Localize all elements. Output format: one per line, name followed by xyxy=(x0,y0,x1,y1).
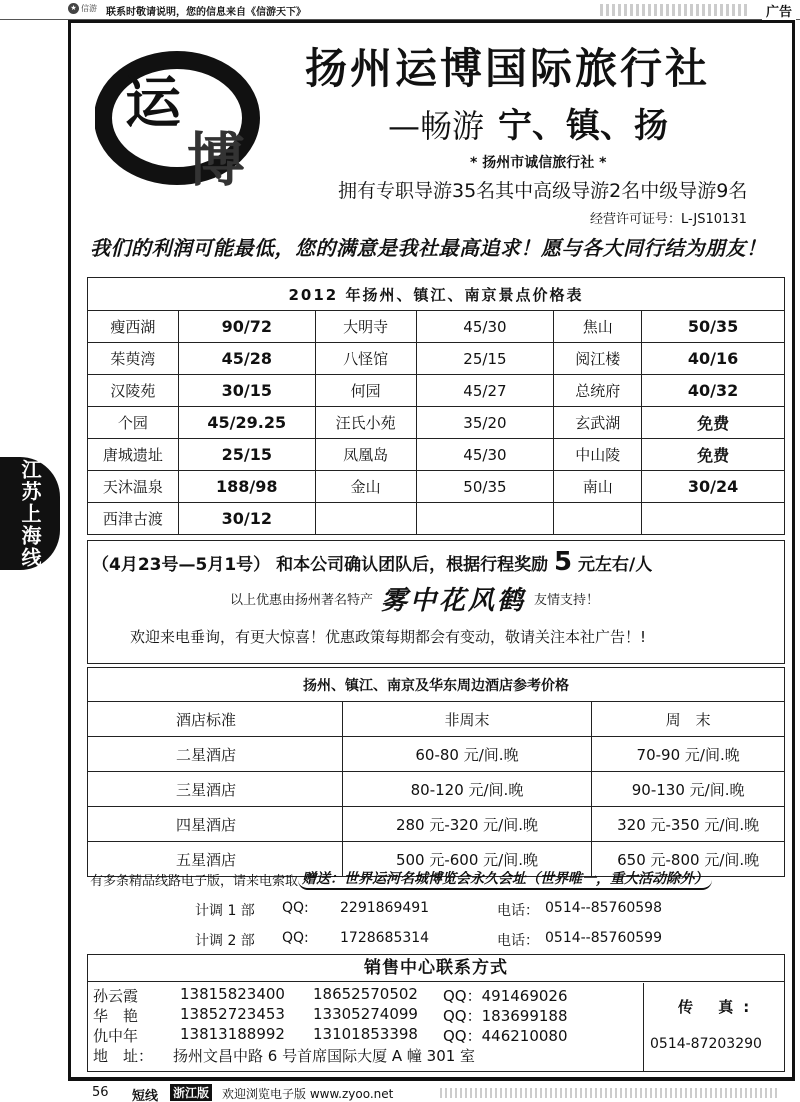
attraction-name: 凤凰岛 xyxy=(315,439,416,471)
footer-edition: 浙江版 xyxy=(170,1084,212,1101)
table-row xyxy=(88,311,785,343)
attraction-name: 南山 xyxy=(554,471,642,503)
sales-name: 华 艳 xyxy=(93,1007,139,1025)
attraction-name: 总统府 xyxy=(554,375,642,407)
hotel-weekend-price: 70-90 元/间.晚 xyxy=(592,737,785,772)
logo-char-1: 运 xyxy=(125,70,181,136)
license-number: 经营许可证号：L-JS10131 xyxy=(590,212,747,227)
routes-gift: 赠送：世界运河名城博览会永久会址（世界唯一，重大活动除外） xyxy=(298,868,712,890)
sales-m1[interactable]: 13813188992 xyxy=(180,1025,285,1043)
dept-2-tel-label: 电话： xyxy=(497,933,539,949)
hotel-table-title: 扬州、镇江、南京及华东周边酒店参考价格 xyxy=(88,668,785,702)
address-text: 扬州文昌中路 6 号首席国际大厦 A 幢 301 室 xyxy=(173,1047,476,1065)
dept-2-qq-label: QQ: xyxy=(282,930,309,946)
attraction-price: 免费 xyxy=(642,407,785,439)
address-label: 地 址： xyxy=(93,1047,154,1065)
attraction-price-table xyxy=(87,277,785,535)
attraction-price: 30/24 xyxy=(642,471,785,503)
sales-m1[interactable]: 13815823400 xyxy=(180,985,285,1003)
attraction-name: 茱萸湾 xyxy=(88,343,179,375)
attraction-name: 何园 xyxy=(315,375,416,407)
logo-char-2: 博 xyxy=(187,126,246,190)
promo-sponsor xyxy=(230,580,599,617)
sales-m2[interactable]: 13305274099 xyxy=(313,1005,418,1023)
attraction-price: 40/16 xyxy=(642,343,785,375)
attraction-price: 25/15 xyxy=(178,439,315,471)
hotel-standard: 二星酒店 xyxy=(88,737,343,772)
hotel-weekday-price: 80-120 元/间.晚 xyxy=(342,772,592,807)
subtitle-places: 宁、镇、扬 xyxy=(498,106,669,146)
attraction-price: 45/27 xyxy=(416,375,554,407)
dept-1-name: 计调 1 部 xyxy=(195,903,255,919)
alternate-agency-name: * 扬州市诚信旅行社 * xyxy=(470,155,607,171)
sponsor-pre: 以上优惠由扬州著名特产 xyxy=(230,593,374,608)
sales-m2[interactable]: 18652570502 xyxy=(313,985,418,1003)
table-title-row xyxy=(88,278,785,311)
table-row xyxy=(88,737,785,772)
region-tab-line-3: 线 xyxy=(18,546,42,569)
sales-name: 孙云霞 xyxy=(93,987,139,1005)
attraction-price: 45/28 xyxy=(178,343,315,375)
sales-name: 仇中年 xyxy=(93,1027,139,1045)
hotel-weekend-price: 90-130 元/间.晚 xyxy=(592,772,785,807)
source-note: 联系时敬请说明，您的信息来自《信游天下》 xyxy=(106,7,306,18)
attraction-price: 90/72 xyxy=(178,311,315,343)
attraction-name: 天沐温泉 xyxy=(88,471,179,503)
welcome-note: 欢迎来电垂询，有更大惊喜！优惠政策每期都会有变动，敬请关注本社广告！! xyxy=(130,628,647,646)
fax-label: 传 真: xyxy=(678,998,760,1016)
sales-qq[interactable]: QQ：183699188 xyxy=(443,1007,568,1025)
decorative-dots xyxy=(600,4,750,16)
price-table-title: 2012 年扬州、镇江、南京景点价格表 xyxy=(88,278,785,311)
promo-offer xyxy=(92,547,652,577)
table-row xyxy=(88,772,785,807)
region-tab-line-1: 江苏 xyxy=(18,458,42,503)
slogan: 我们的利润可能最低，您的满意是我社最高追求！愿与各大同行结为朋友！ xyxy=(90,236,767,260)
company-title: 扬州运博国际旅行社 xyxy=(305,44,711,93)
footer-section: 短线 xyxy=(132,1089,159,1102)
sales-qq[interactable]: QQ：491469026 xyxy=(443,987,568,1005)
attraction-name: 个园 xyxy=(88,407,179,439)
dept-2-qq[interactable]: 1728685314 xyxy=(340,930,430,946)
attraction-name: 八怪馆 xyxy=(315,343,416,375)
promo-dates: （4月23号—5月1号） xyxy=(92,555,271,575)
guide-count: 拥有专职导游35名其中高级导游2名中级导游9名 xyxy=(338,180,748,202)
table-row xyxy=(88,375,785,407)
attraction-name: 中山陵 xyxy=(554,439,642,471)
routes-text: 有多条精品线路电子版，请来电索取 xyxy=(90,873,299,889)
hotel-weekend-price: 320 元-350 元/间.晚 xyxy=(592,807,785,842)
hotel-weekday-price: 500 元-600 元/间.晚 xyxy=(342,842,592,877)
publication-logo-text: 信游 xyxy=(81,4,97,13)
attraction-name: 汪氏小苑 xyxy=(315,407,416,439)
table-row xyxy=(88,439,785,471)
attraction-name: 瘦西湖 xyxy=(88,311,179,343)
sales-m2[interactable]: 13101853398 xyxy=(313,1025,418,1043)
dept-2-contact xyxy=(195,930,255,950)
attraction-price: 35/20 xyxy=(416,407,554,439)
logo-mark-icon: ★ xyxy=(68,3,79,14)
attraction-price: 25/15 xyxy=(416,343,554,375)
table-row xyxy=(88,407,785,439)
dept-1-tel-label: 电话： xyxy=(497,903,539,919)
hotel-standard: 四星酒店 xyxy=(88,807,343,842)
attraction-name: 汉陵苑 xyxy=(88,375,179,407)
attraction-name: 唐城遗址 xyxy=(88,439,179,471)
region-tab-line-2: 上海 xyxy=(18,502,42,547)
attraction-price: 188/98 xyxy=(178,471,315,503)
dept-2-tel[interactable]: 0514--85760599 xyxy=(545,930,662,946)
hotel-price-table xyxy=(87,667,785,877)
footer-url[interactable]: 欢迎浏览电子版 www.zyoo.net xyxy=(222,1087,394,1101)
attraction-name: 金山 xyxy=(315,471,416,503)
hotel-col-weekend: 周 末 xyxy=(592,702,785,737)
ad-label: 广告 xyxy=(762,1,796,20)
hotel-col-weekday: 非周末 xyxy=(342,702,592,737)
subtitle-prefix: —畅游 xyxy=(388,107,485,145)
price-table-body xyxy=(88,311,785,535)
top-strip xyxy=(0,0,800,20)
hotel-weekend-price: 650 元-800 元/间.晚 xyxy=(592,842,785,877)
attraction-price: 30/15 xyxy=(178,375,315,407)
hotel-table-title-row xyxy=(88,668,785,702)
subtitle xyxy=(388,98,668,147)
hotel-col-standard: 酒店标准 xyxy=(88,702,343,737)
sales-title: 销售中心联系方式 xyxy=(87,954,785,982)
promo-amount: 5 xyxy=(554,547,573,577)
promo-text: 和本公司确认团队后，根据行程奖励 xyxy=(276,555,549,575)
publication-logo xyxy=(68,3,97,14)
hotel-weekday-price: 60-80 元/间.晚 xyxy=(342,737,592,772)
hotel-table-body xyxy=(88,737,785,877)
fax-number[interactable]: 0514-87203290 xyxy=(650,1036,762,1052)
company-logo xyxy=(95,50,275,190)
attraction-price: 45/30 xyxy=(416,439,554,471)
attraction-price: 50/35 xyxy=(642,311,785,343)
attraction-name: 玄武湖 xyxy=(554,407,642,439)
dept-2-name: 计调 2 部 xyxy=(195,933,255,949)
attraction-price: 免费 xyxy=(642,439,785,471)
attraction-name: 西津古渡 xyxy=(88,503,179,535)
sales-m1[interactable]: 13852723453 xyxy=(180,1005,285,1023)
footer-dots xyxy=(440,1088,780,1098)
attraction-name xyxy=(554,503,642,535)
hotel-standard: 五星酒店 xyxy=(88,842,343,877)
dept-1-tel[interactable]: 0514--85760598 xyxy=(545,900,662,916)
sales-qq[interactable]: QQ：446210080 xyxy=(443,1027,568,1045)
attraction-price: 45/29.25 xyxy=(178,407,315,439)
attraction-price: 50/35 xyxy=(416,471,554,503)
attraction-price xyxy=(642,503,785,535)
sponsor-post: 友情支持！ xyxy=(534,593,600,608)
attraction-name: 焦山 xyxy=(554,311,642,343)
attraction-name xyxy=(315,503,416,535)
logo-ring-icon xyxy=(95,50,275,190)
hotel-standard: 三星酒店 xyxy=(88,772,343,807)
attraction-price: 30/12 xyxy=(178,503,315,535)
hotel-weekday-price: 280 元-320 元/间.晚 xyxy=(342,807,592,842)
page-number: 56 xyxy=(92,1085,109,1100)
table-row xyxy=(88,343,785,375)
attraction-price: 40/32 xyxy=(642,375,785,407)
attraction-name: 阅江楼 xyxy=(554,343,642,375)
attraction-price xyxy=(416,503,554,535)
table-row xyxy=(88,807,785,842)
sponsor-brand: 雾中花风鹤 xyxy=(381,586,527,616)
page-footer xyxy=(0,1083,800,1102)
attraction-price: 45/30 xyxy=(416,311,554,343)
attraction-name: 大明寺 xyxy=(315,311,416,343)
dept-1-qq-label: QQ: xyxy=(282,900,309,916)
routes-line xyxy=(90,868,712,890)
hotel-header-row xyxy=(88,702,785,737)
table-row xyxy=(88,503,785,535)
dept-1-qq[interactable]: 2291869491 xyxy=(340,900,430,916)
region-tab xyxy=(0,457,60,570)
dept-1-contact xyxy=(195,900,255,920)
table-row xyxy=(88,471,785,503)
promo-unit: 元左右/人 xyxy=(578,555,653,575)
